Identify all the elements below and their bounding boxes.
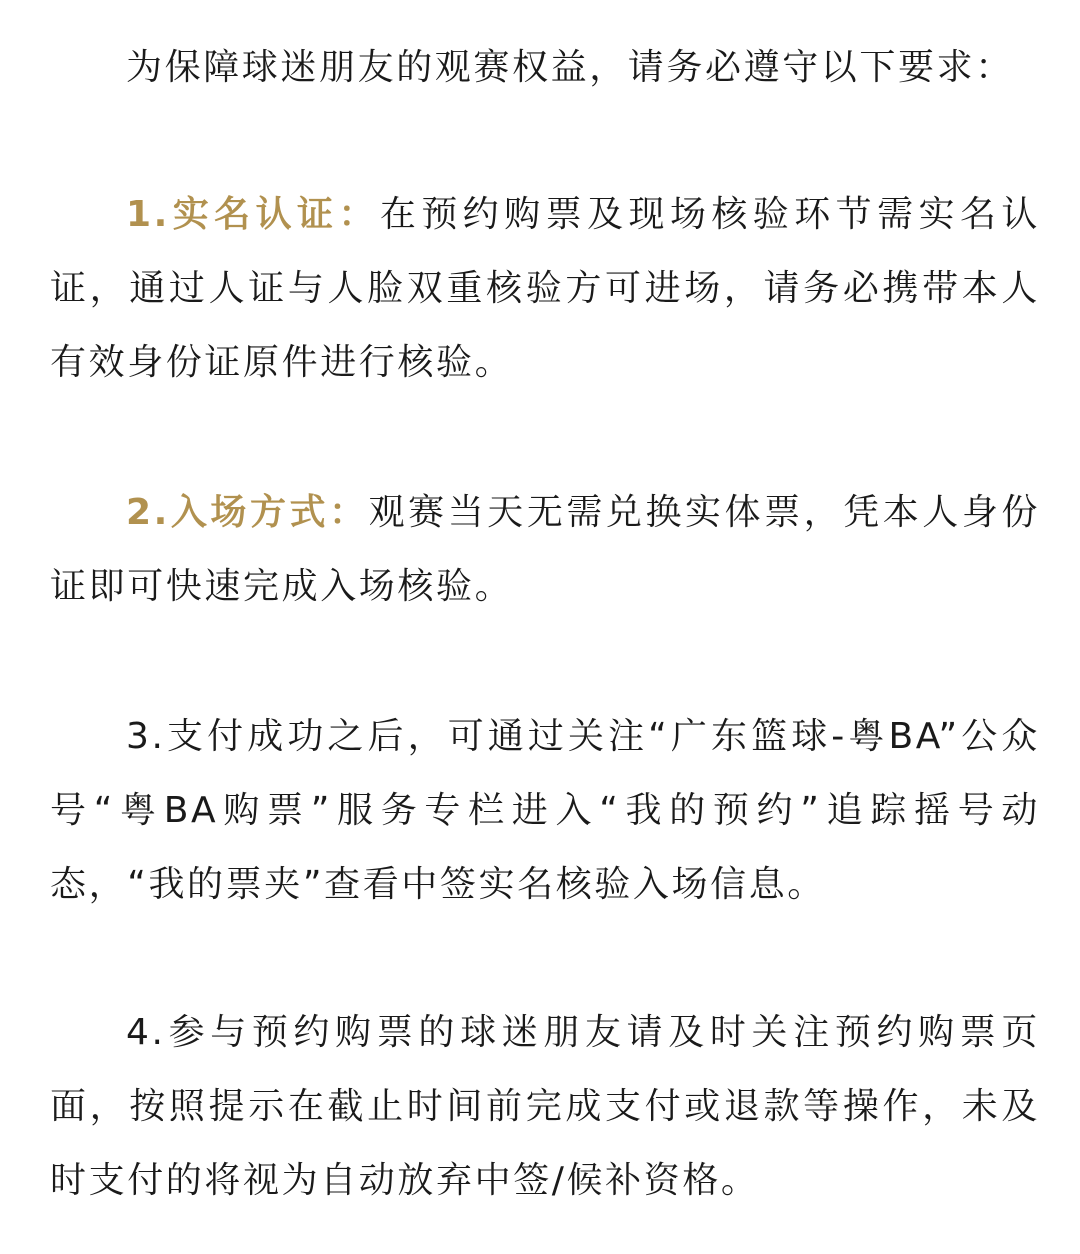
rule-body-1: 在预约购票及现场核验环节需实名认证，通过人证与人脸双重核验方可进场，请务必携带本人有效身份证原件进行核验。 — [50, 194, 1040, 383]
rule-body-2: 观赛当天无需兑换实体票，凭本人身份证即可快速完成入场核验。 — [50, 492, 1040, 607]
rule-heading-2: 2.入场方式： — [126, 492, 369, 533]
rule-item-2 — [50, 476, 1040, 624]
rule-item-4 — [50, 996, 1040, 1218]
rule-heading-1: 1.实名认证： — [126, 194, 380, 235]
intro-text: 为保障球迷朋友的观赛权益，请务必遵守以下要求： — [126, 47, 1014, 88]
rule-item-1 — [50, 178, 1040, 400]
rule-body-4: 4.参与预约购票的球迷朋友请及时关注预约购票页面，按照提示在截止时间前完成支付或退款等操作，未及时支付的将视为自动放弃中签/候补资格。 — [50, 1012, 1040, 1201]
rule-item-3 — [50, 700, 1040, 922]
rule-body-3: 3.支付成功之后，可通过关注“广东篮球-粤BA”公众号“粤BA购票”服务专栏进入“我的预约”追踪摇号动态，“我的票夹”查看中签实名核验入场信息。 — [50, 716, 1040, 905]
